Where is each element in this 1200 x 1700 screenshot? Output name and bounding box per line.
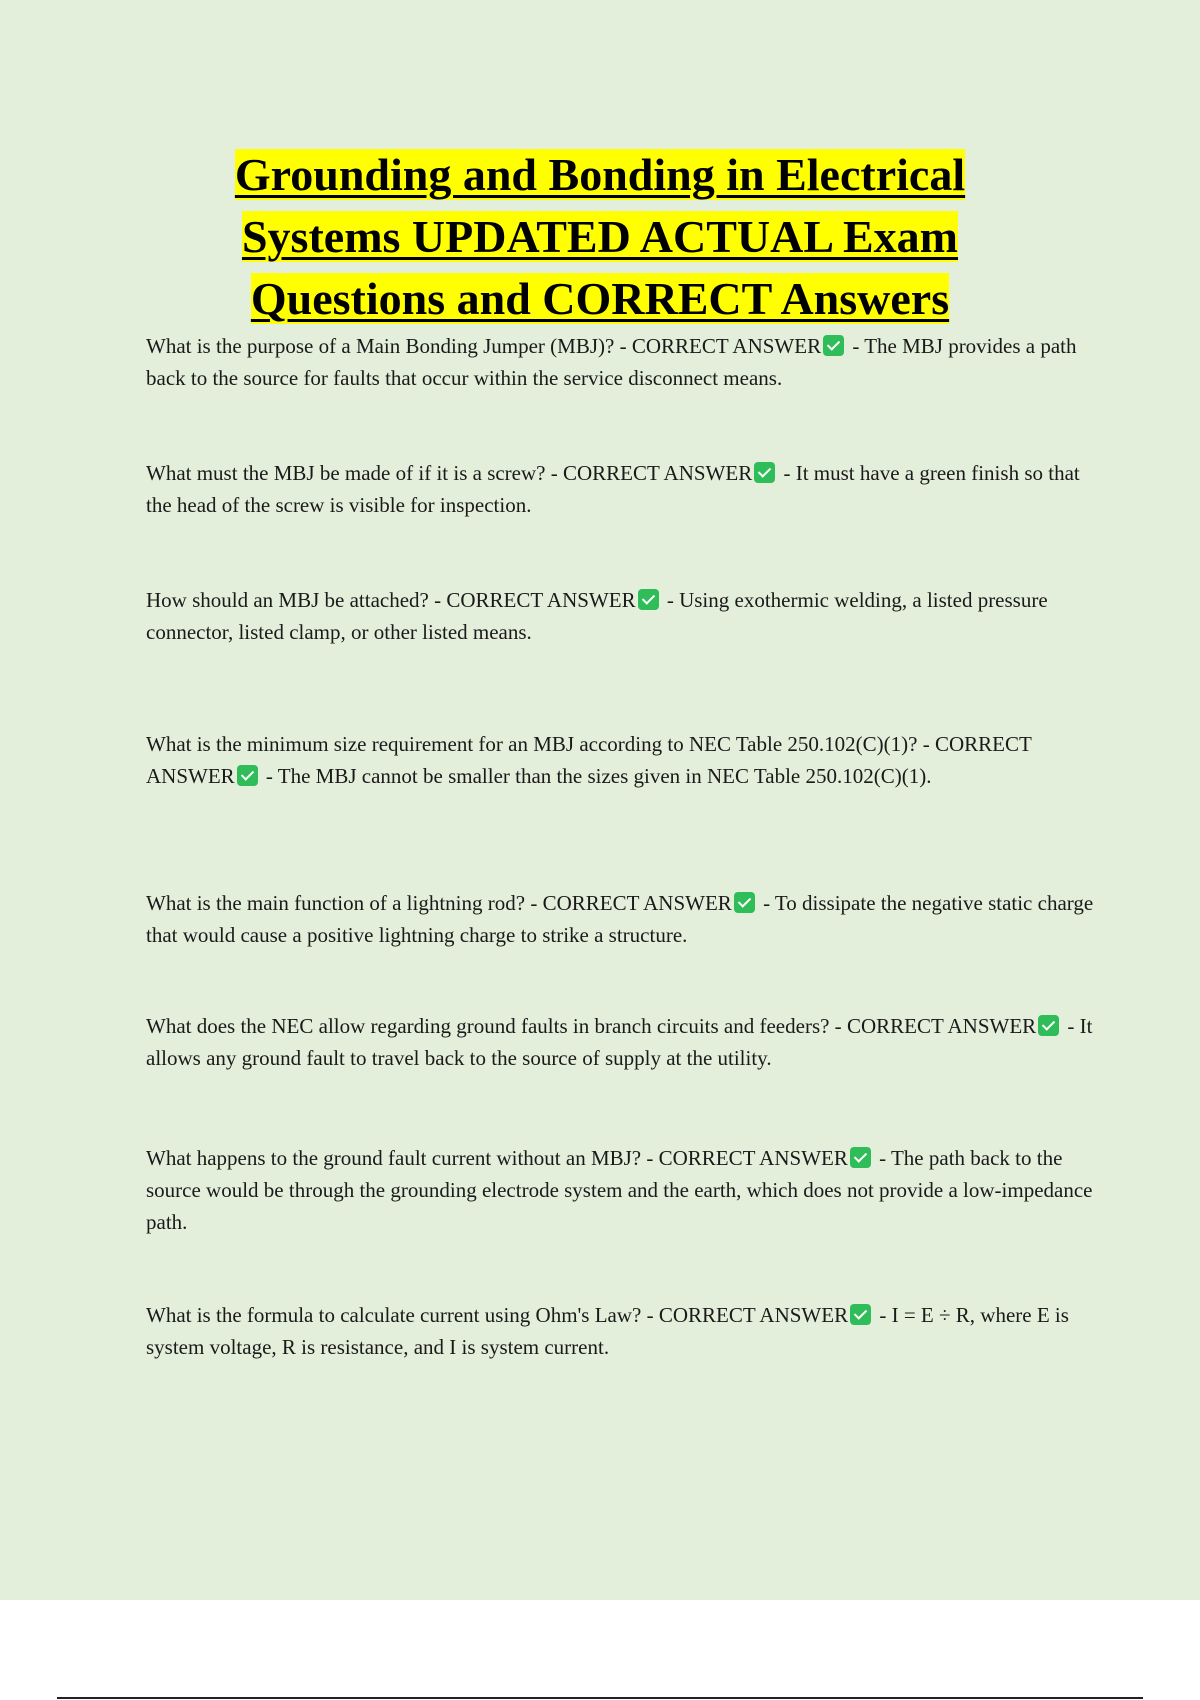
question-text: What is the minimum size requirement for an MBJ according to NEC Table 250.102(C)(1)? - — [146, 732, 935, 756]
check-mark-icon — [823, 335, 844, 356]
answer-text: - I = E ÷ R, where E is system voltage, R is resistance, and I is system current. — [146, 1303, 1069, 1359]
answer-marker: CORRECT ANSWER — [658, 1146, 848, 1170]
title-block — [0, 144, 1200, 330]
check-mark-icon — [237, 765, 258, 786]
qa-item — [146, 1010, 1094, 1074]
answer-text: - To dissipate the negative static charge that would cause a positive lightning charge to strike a structure. — [146, 891, 1094, 947]
answer-marker: CORRECT ANSWER — [562, 461, 753, 485]
answer-marker: CORRECT ANSWER — [542, 891, 732, 915]
footer-divider — [57, 1697, 1143, 1699]
qa-item — [146, 1299, 1094, 1363]
question-text: What happens to the ground fault current without an MBJ? - — [146, 1146, 659, 1170]
question-text: What must the MBJ be made of if it is a screw? - — [146, 461, 563, 485]
check-mark-icon — [1038, 1015, 1059, 1036]
answer-text: - It must have a green finish so that the head of the screw is visible for inspection. — [146, 461, 1080, 517]
answer-marker: CORRECT ANSWER — [446, 588, 636, 612]
qa-item — [146, 1142, 1094, 1238]
check-mark-icon — [638, 589, 659, 610]
answer-text: - The MBJ provides a path back to the source for faults that occur within the service disconnect means. — [146, 334, 1077, 390]
answer-text: - The MBJ cannot be smaller than the sizes given in NEC Table 250.102(C)(1). — [260, 764, 932, 788]
qa-item — [146, 584, 1094, 648]
check-mark-icon — [734, 892, 755, 913]
check-mark-icon — [850, 1147, 871, 1168]
check-mark-icon — [754, 462, 775, 483]
document-title: Grounding and Bonding in Electrical Systems UPDATED ACTUAL Exam Questions and CORRECT Answers — [234, 149, 966, 324]
question-text: What does the NEC allow regarding ground faults in branch circuits and feeders? - — [146, 1014, 847, 1038]
answer-marker: CORRECT ANSWER — [631, 334, 822, 358]
question-text: What is the formula to calculate current using Ohm's Law? - — [146, 1303, 659, 1327]
answer-marker: CORRECT ANSWER — [146, 732, 1032, 788]
answer-marker: CORRECT ANSWER — [846, 1014, 1037, 1038]
question-text: How should an MBJ be attached? - — [146, 588, 447, 612]
qa-item — [146, 728, 1094, 792]
answer-text: - Using exothermic welding, a listed pressure connector, listed clamp, or other listed means. — [146, 588, 1048, 644]
qa-item — [146, 330, 1094, 394]
answer-text: - It allows any ground fault to travel back to the source of supply at the utility. — [146, 1014, 1093, 1070]
question-text: What is the purpose of a Main Bonding Jumper (MBJ)? - — [146, 334, 632, 358]
qa-item — [146, 887, 1094, 951]
check-mark-icon — [850, 1304, 871, 1325]
answer-marker: CORRECT ANSWER — [658, 1303, 849, 1327]
question-text: What is the main function of a lightning rod? - — [146, 891, 543, 915]
answer-text: - The path back to the source would be through the grounding electrode system and the earth, which does not provide a low-impedance path. — [146, 1146, 1093, 1234]
qa-item — [146, 457, 1094, 521]
